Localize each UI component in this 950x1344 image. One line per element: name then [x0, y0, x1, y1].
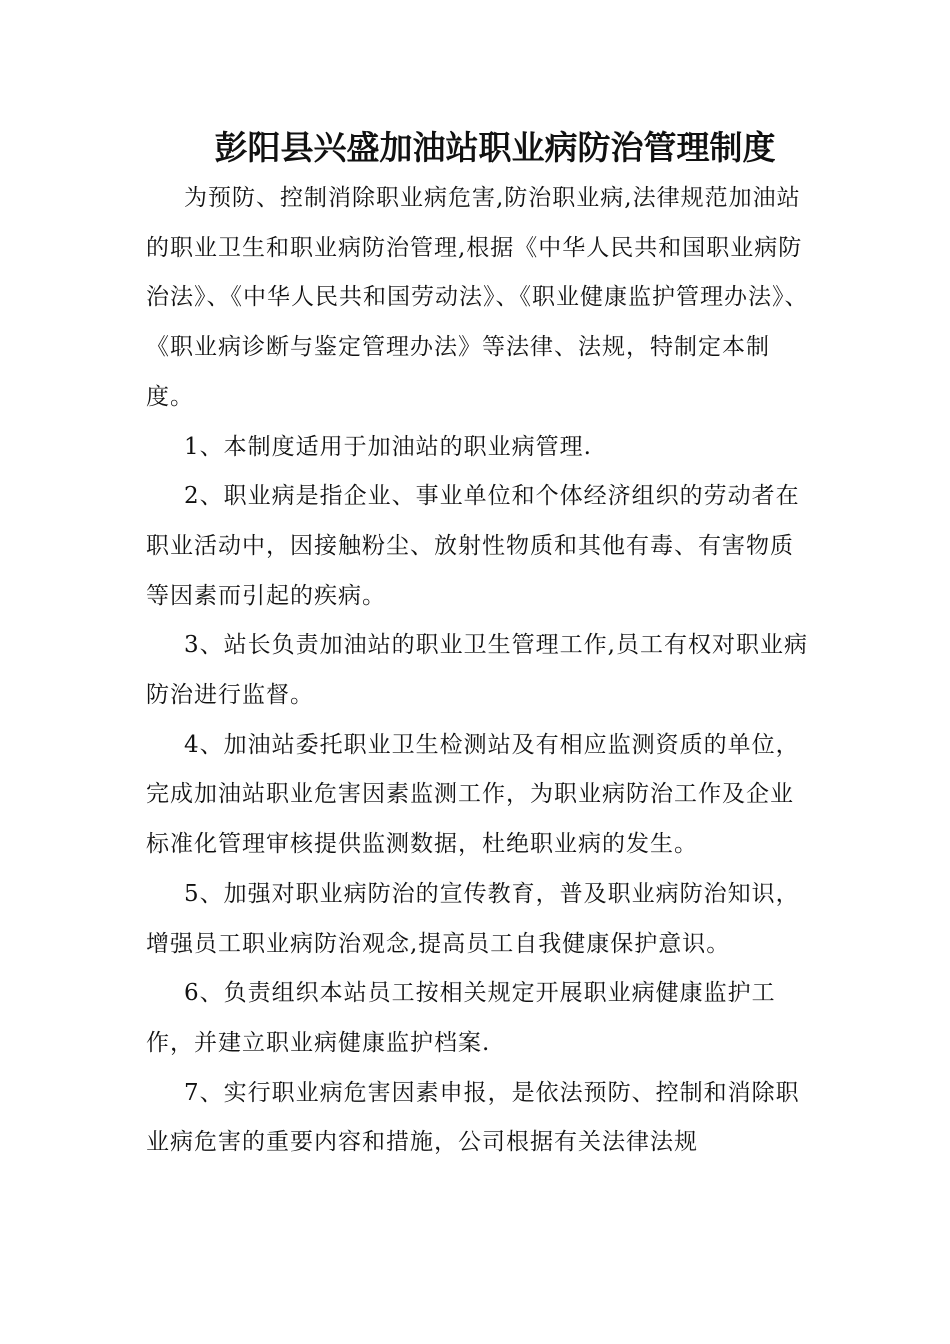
- document-body: [146, 174, 814, 1168]
- document-title: 彭阳县兴盛加油站职业病防治管理制度: [214, 128, 776, 167]
- clause-6-paragraph: 6、负责组织本站员工按相关规定开展职业病健康监护工作，并建立职业病健康监护档案.: [146, 980, 776, 1056]
- clause-5-paragraph: 5、加强对职业病防治的宣传教育，普及职业病防治知识，增强员工职业病防治观念,提高员工自我健康保护意识。: [146, 880, 800, 957]
- clause-2-paragraph: 2、职业病是指企业、事业单位和个体经济组织的劳动者在职业活动中，因接触粉尘、放射性物质和其他有毒、有害物质等因素而引起的疾病。: [146, 483, 800, 609]
- clause-1-paragraph: 1、本制度适用于加油站的职业病管理.: [184, 433, 592, 460]
- clause-3-paragraph: 3、站长负责加油站的职业卫生管理工作,员工有权对职业病防治进行监督。: [146, 632, 808, 709]
- clause-7-paragraph: 7、实行职业病危害因素申报，是依法预防、控制和消除职业病危害的重要内容和措施，公司根据有关法律法规: [146, 1079, 800, 1156]
- intro-paragraph: 为预防、控制消除职业病危害,防治职业病,法律规范加油站的职业卫生和职业病防治管理,根据《中华人民共和国职业病防治法》、《中华人民共和国劳动法》、《职业健康监护管理办法》、《职业病诊断与鉴定管理办法》等法律、法规，特制定本制度。: [146, 185, 809, 410]
- clause-4-paragraph: 4、加油站委托职业卫生检测站及有相应监测资质的单位，完成加油站职业危害因素监测工作，为职业病防治工作及企业标准化管理审核提供监测数据，杜绝职业病的发生。: [146, 731, 800, 858]
